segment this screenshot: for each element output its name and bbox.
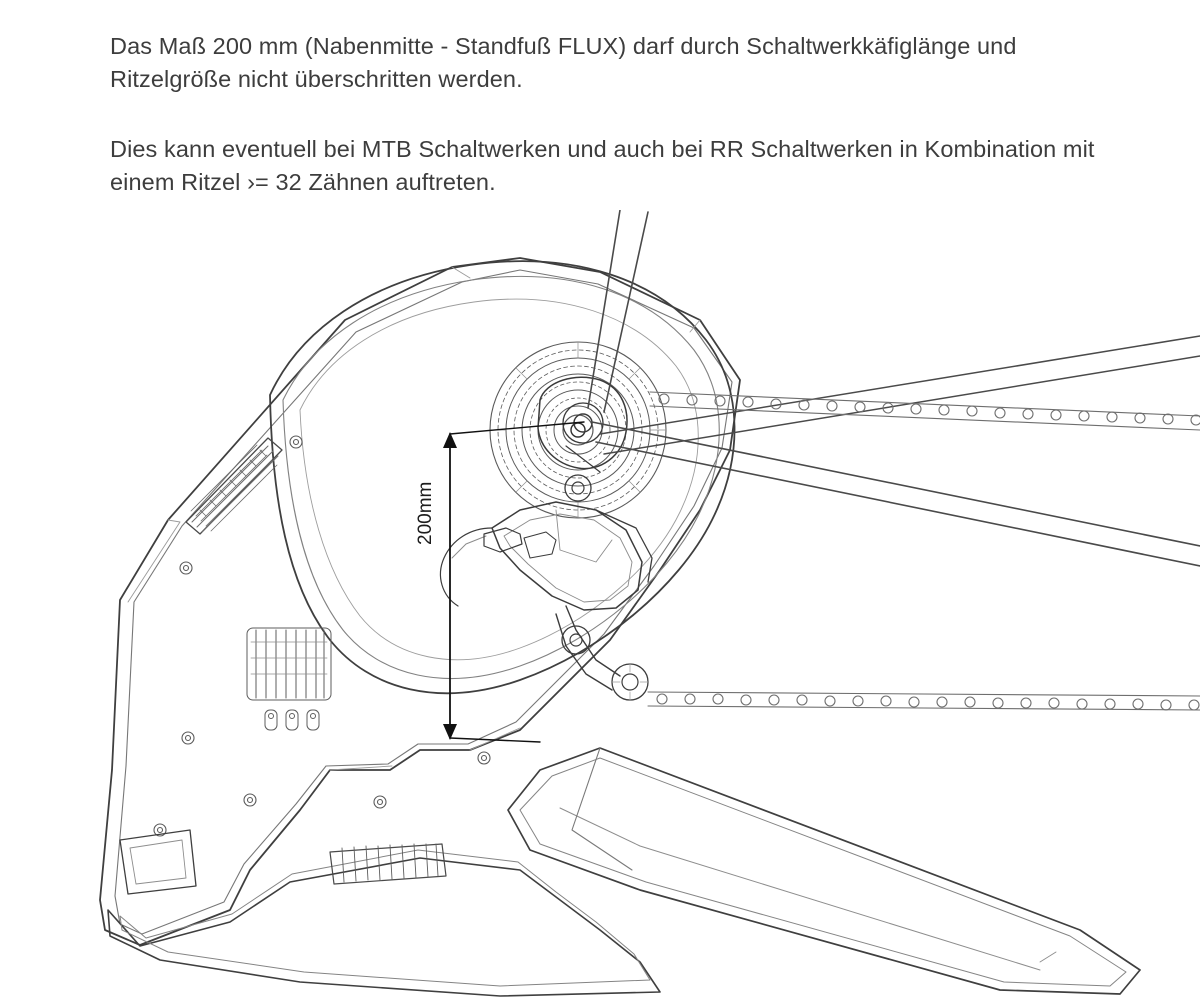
housing-screws	[154, 436, 490, 836]
dimension-label-200mm: 200mm	[415, 481, 436, 545]
intro-paragraph-1	[110, 30, 1140, 96]
paragraph-text: Dies kann eventuell bei MTB Schaltwerken und auch bei RR Schaltwerken in Kombination mit einem Ritzel ›= 32 Zähnen auftreten.	[110, 136, 1095, 195]
hub-assembly	[538, 377, 627, 501]
trainer-body-outline	[100, 258, 740, 945]
cooling-vent-upper	[186, 438, 282, 534]
base-rail	[108, 830, 660, 996]
paragraph-text: Das Maß 200 mm (Nabenmitte - Standfuß FLUX) darf durch Schaltwerkkäfiglänge und Ritzelgröße nicht überschritten werden.	[110, 33, 1017, 92]
dimension-arrow	[443, 422, 584, 742]
support-foot	[508, 748, 1140, 994]
cooling-vent-lower	[247, 628, 331, 730]
chain-lower	[648, 692, 1200, 710]
technical-drawing	[0, 210, 1200, 999]
intro-paragraph-2	[110, 133, 1140, 199]
